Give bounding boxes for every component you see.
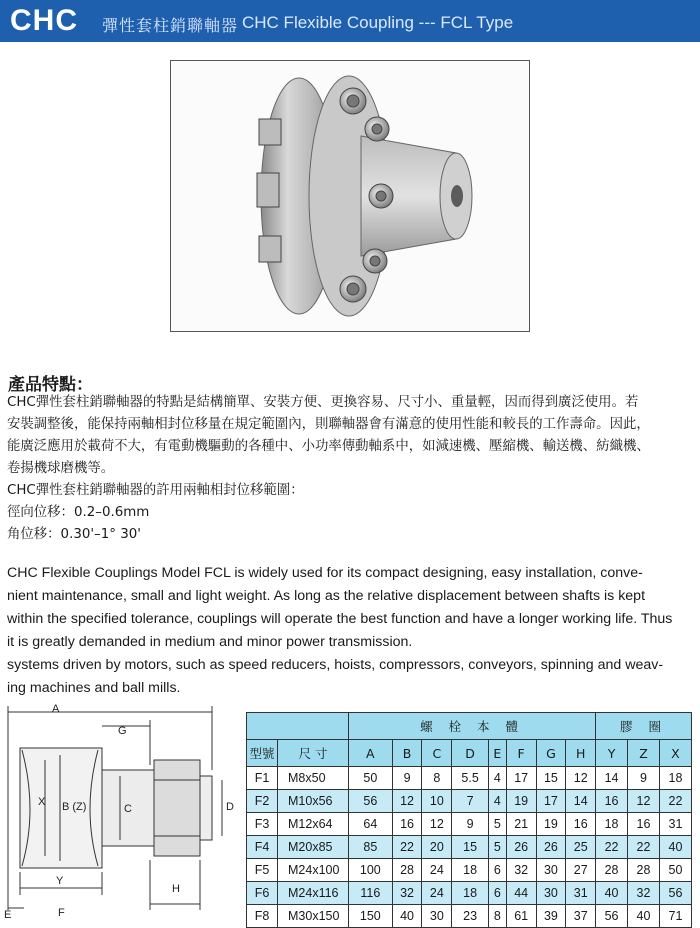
- value-cell-B: 12: [392, 790, 422, 813]
- blank-header-cell: [247, 713, 349, 740]
- table-row: [247, 836, 692, 859]
- size-cell: M30x150: [278, 905, 349, 928]
- model-header: 型號: [247, 740, 278, 767]
- value-cell-F: 19: [506, 790, 536, 813]
- value-cell-A: 64: [349, 813, 393, 836]
- en-line-2: nient maintenance, small and light weight. As long as the relative displacement between shafts is kept: [7, 588, 646, 604]
- en-line-5: systems driven by motors, such as speed reducers, hoists, compressors, conveyors, spinning and weav-: [7, 657, 664, 673]
- en-line-1: CHC Flexible Couplings Model FCL is widely used for its compact designing, easy installation, conve-: [7, 565, 643, 581]
- column-header-D: D: [452, 740, 489, 767]
- value-cell-H: 25: [566, 836, 596, 859]
- value-cell-Y: 40: [596, 882, 628, 905]
- value-cell-G: 19: [536, 813, 566, 836]
- value-cell-X: 18: [659, 767, 691, 790]
- value-cell-D: 7: [452, 790, 489, 813]
- value-cell-D: 18: [452, 859, 489, 882]
- value-cell-D: 9: [452, 813, 489, 836]
- value-cell-Y: 14: [596, 767, 628, 790]
- zh-line-5: CHC彈性套柱銷聯軸器的許用兩軸相封位移範圍：: [7, 483, 304, 498]
- column-header-F: F: [506, 740, 536, 767]
- value-cell-B: 28: [392, 859, 422, 882]
- value-cell-D: 23: [452, 905, 489, 928]
- table-row: [247, 767, 692, 790]
- dim-label-X: X: [38, 796, 46, 808]
- zh-line-4: 卷揚機球磨機等。: [7, 461, 115, 476]
- value-cell-Z: 22: [628, 836, 660, 859]
- value-cell-D: 15: [452, 836, 489, 859]
- value-cell-E: 6: [488, 882, 506, 905]
- dimension-diagram: [0, 700, 246, 919]
- value-cell-G: 39: [536, 905, 566, 928]
- value-cell-X: 56: [659, 882, 691, 905]
- value-cell-G: 30: [536, 882, 566, 905]
- value-cell-H: 31: [566, 882, 596, 905]
- value-cell-D: 5.5: [452, 767, 489, 790]
- dim-label-B: B (Z): [62, 801, 87, 813]
- value-cell-C: 12: [422, 813, 452, 836]
- value-cell-C: 30: [422, 905, 452, 928]
- group-header-bolt: 螺 栓 本 體: [349, 713, 596, 740]
- column-header-B: B: [392, 740, 422, 767]
- value-cell-C: 24: [422, 882, 452, 905]
- model-cell: F2: [247, 790, 278, 813]
- model-cell: F1: [247, 767, 278, 790]
- size-cell: M10x56: [278, 790, 349, 813]
- coupling-illustration: [171, 61, 529, 331]
- zh-line-2: 安裝調整後，能保持兩軸相封位移量在規定範圍內，則聯軸器會有滿意的使用性能和較長的工作壽命。因此，: [7, 417, 650, 432]
- value-cell-X: 50: [659, 859, 691, 882]
- dim-label-F: F: [58, 907, 65, 919]
- value-cell-Y: 22: [596, 836, 628, 859]
- product-photo: [170, 60, 530, 332]
- column-header-C: C: [422, 740, 452, 767]
- size-cell: M8x50: [278, 767, 349, 790]
- value-cell-A: 85: [349, 836, 393, 859]
- dim-label-A: A: [52, 703, 60, 715]
- value-cell-E: 6: [488, 859, 506, 882]
- value-cell-Z: 40: [628, 905, 660, 928]
- value-cell-F: 32: [506, 859, 536, 882]
- value-cell-X: 40: [659, 836, 691, 859]
- model-cell: F3: [247, 813, 278, 836]
- dim-label-H: H: [172, 883, 180, 895]
- value-cell-X: 71: [659, 905, 691, 928]
- column-header-X: X: [659, 740, 691, 767]
- value-cell-A: 50: [349, 767, 393, 790]
- value-cell-Y: 28: [596, 859, 628, 882]
- value-cell-E: 5: [488, 813, 506, 836]
- value-cell-H: 37: [566, 905, 596, 928]
- zh-line-3: 能廣泛應用於載荷不大，有電動機驅動的各種中、小功率傳動軸系中，如減速機、壓縮機、輸送機、紡織機、: [7, 439, 650, 454]
- table-row: [247, 905, 692, 928]
- size-cell: M20x85: [278, 836, 349, 859]
- value-cell-G: 17: [536, 790, 566, 813]
- value-cell-D: 18: [452, 882, 489, 905]
- column-header-G: G: [536, 740, 566, 767]
- value-cell-E: 4: [488, 790, 506, 813]
- model-cell: F4: [247, 836, 278, 859]
- value-cell-Y: 16: [596, 790, 628, 813]
- value-cell-Z: 12: [628, 790, 660, 813]
- dim-label-D: D: [226, 801, 234, 813]
- zh-line-1: CHC彈性套柱銷聯軸器的特點是結構簡單、安裝方便、更換容易、尺寸小、重量輕，因而得到廣泛使用。若: [7, 395, 639, 410]
- value-cell-F: 17: [506, 767, 536, 790]
- value-cell-Y: 18: [596, 813, 628, 836]
- value-cell-C: 24: [422, 859, 452, 882]
- value-cell-A: 150: [349, 905, 393, 928]
- value-cell-B: 32: [392, 882, 422, 905]
- dim-label-G: G: [118, 725, 127, 737]
- value-cell-G: 26: [536, 836, 566, 859]
- value-cell-Z: 16: [628, 813, 660, 836]
- en-line-3: within the specified tolerance, couplings will operate the best function and have a longer working life. Thus: [7, 611, 673, 627]
- model-cell: F8: [247, 905, 278, 928]
- value-cell-H: 27: [566, 859, 596, 882]
- value-cell-B: 9: [392, 767, 422, 790]
- value-cell-G: 30: [536, 859, 566, 882]
- value-cell-C: 10: [422, 790, 452, 813]
- table-row: [247, 882, 692, 905]
- value-cell-F: 61: [506, 905, 536, 928]
- features-heading: 產品特點：: [8, 375, 93, 395]
- column-header-A: A: [349, 740, 393, 767]
- value-cell-F: 44: [506, 882, 536, 905]
- column-header-Y: Y: [596, 740, 628, 767]
- value-cell-H: 16: [566, 813, 596, 836]
- column-header-Z: Z: [628, 740, 660, 767]
- model-cell: F6: [247, 882, 278, 905]
- value-cell-Y: 56: [596, 905, 628, 928]
- value-cell-X: 22: [659, 790, 691, 813]
- column-header-E: E: [488, 740, 506, 767]
- size-cell: M12x64: [278, 813, 349, 836]
- brand-logo: CHC: [10, 4, 78, 37]
- table-row: [247, 859, 692, 882]
- value-cell-C: 20: [422, 836, 452, 859]
- column-header-H: H: [566, 740, 596, 767]
- size-cell: M24x100: [278, 859, 349, 882]
- value-cell-F: 21: [506, 813, 536, 836]
- value-cell-C: 8: [422, 767, 452, 790]
- value-cell-H: 14: [566, 790, 596, 813]
- bore: [451, 185, 463, 207]
- value-cell-E: 8: [488, 905, 506, 928]
- group-header-rubber: 膠 圈: [596, 713, 692, 740]
- title-english: CHC Flexible Coupling --- FCL Type: [242, 13, 514, 32]
- value-cell-E: 5: [488, 836, 506, 859]
- value-cell-Z: 28: [628, 859, 660, 882]
- value-cell-Z: 32: [628, 882, 660, 905]
- table-row: [247, 790, 692, 813]
- dim-label-C: C: [124, 803, 132, 815]
- value-cell-A: 56: [349, 790, 393, 813]
- value-cell-B: 22: [392, 836, 422, 859]
- value-cell-X: 31: [659, 813, 691, 836]
- value-cell-G: 15: [536, 767, 566, 790]
- value-cell-A: 100: [349, 859, 393, 882]
- header-bar: [0, 0, 700, 42]
- dim-label-Y: Y: [56, 875, 64, 887]
- value-cell-Z: 9: [628, 767, 660, 790]
- table-row: [247, 813, 692, 836]
- spec-table: [246, 712, 692, 928]
- en-line-4: it is greatly demanded in medium and minor power transmission.: [7, 634, 413, 650]
- title-chinese: 彈性套柱銷聯軸器: [102, 16, 239, 35]
- value-cell-B: 16: [392, 813, 422, 836]
- value-cell-B: 40: [392, 905, 422, 928]
- en-line-6: ing machines and ball mills.: [7, 680, 181, 696]
- zh-line-6: 徑向位移：0.2–0.6mm: [7, 505, 150, 520]
- dim-label-E: E: [4, 909, 12, 919]
- value-cell-A: 116: [349, 882, 393, 905]
- value-cell-F: 26: [506, 836, 536, 859]
- value-cell-E: 4: [488, 767, 506, 790]
- model-cell: F5: [247, 859, 278, 882]
- size-header: 尺 寸: [278, 740, 349, 767]
- zh-line-7: 角位移：0.30'–1° 30': [7, 527, 141, 542]
- value-cell-H: 12: [566, 767, 596, 790]
- size-cell: M24x116: [278, 882, 349, 905]
